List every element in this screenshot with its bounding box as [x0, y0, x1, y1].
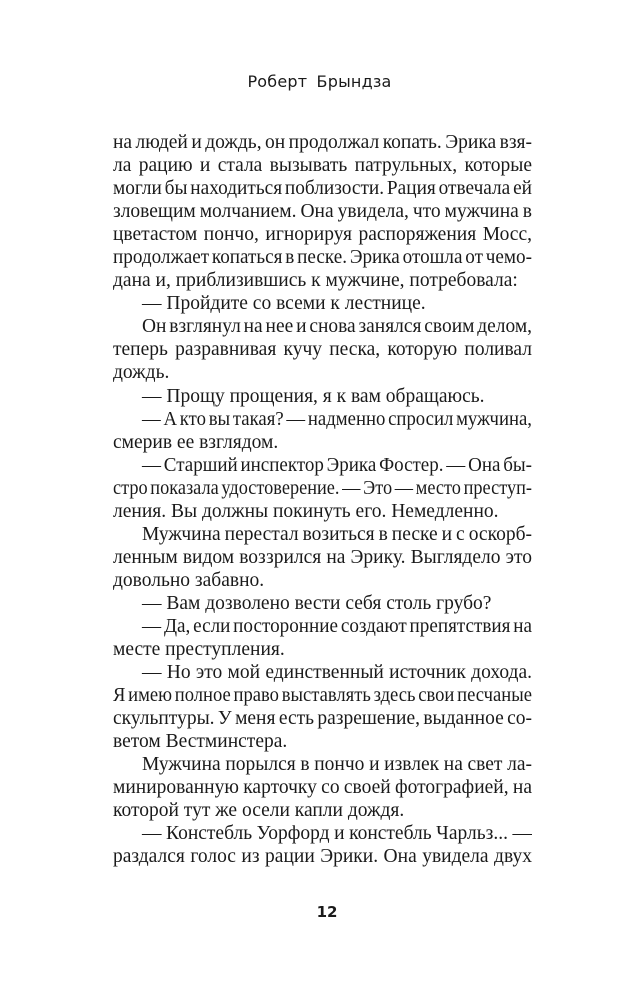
text-line-content: — Пройдите со всеми к лестнице.	[142, 293, 426, 315]
text-line	[113, 799, 532, 822]
text-line	[113, 477, 532, 500]
text-line-content: дана и, приблизившись к мужчине, потребовала:	[113, 270, 518, 292]
text-line	[113, 615, 532, 638]
text-line	[113, 638, 532, 661]
text-line	[113, 845, 532, 868]
text-line-content: Мужчина перестал возиться в песке и с оскорб-	[142, 523, 532, 545]
text-line	[113, 315, 532, 338]
text-line	[113, 661, 532, 684]
page-number: 12	[316, 903, 338, 921]
text-line-content: Я имею полное право выставлять здесь свои песчаные	[113, 685, 532, 707]
text-line	[113, 154, 532, 177]
text-line	[113, 361, 532, 384]
text-line-content: ветом Вестминстера.	[113, 731, 288, 753]
text-line	[113, 569, 532, 592]
text-line-content: которой тут же осели капли дождя.	[113, 800, 405, 822]
text-line	[113, 338, 532, 361]
text-line-content: Мужчина порылся в пончо и извлек на свет ла-	[142, 754, 532, 776]
text-line	[113, 131, 532, 154]
text-line-content: — Старший инспектор Эрика Фостер. — Она бы-	[142, 454, 532, 476]
text-line-content: могли бы находиться поблизости. Рация отвечала ей	[113, 178, 532, 200]
text-line-content: Он взглянул на нее и снова занялся своим делом,	[142, 316, 532, 338]
text-line-content: зловещим молчанием. Она увидела, что мужчина в	[113, 201, 532, 223]
text-line	[113, 730, 532, 753]
text-line-content: — Констебль Уорфорд и констебль Чарльз... —	[142, 823, 532, 845]
text-line-content: — Да, если посторонние создают препятствия на	[142, 615, 532, 637]
text-line-content: — Вам дозволено вести себя столь грубо?	[142, 592, 492, 614]
text-line-content: на людей и дождь, он продолжал копать. Эрика взя-	[113, 132, 532, 153]
text-line-content: смерив ее взглядом.	[113, 431, 279, 453]
text-line	[113, 684, 532, 707]
text-line-content: дождь.	[113, 362, 170, 384]
text-line	[113, 269, 532, 292]
text-line	[113, 454, 532, 477]
text-line	[113, 546, 532, 569]
text-line-content: цветастом пончо, игнорируя распоряжения Мосс,	[113, 224, 532, 246]
running-header: Роберт Брындза	[247, 72, 392, 91]
text-line	[113, 223, 532, 246]
text-line	[113, 177, 532, 200]
text-line-content: минированную карточку со своей фотографией, на	[113, 777, 532, 799]
text-line-content: довольно забавно.	[113, 569, 265, 591]
text-line	[113, 523, 532, 546]
text-line-content: ления. Вы должны покинуть его. Немедленно.	[113, 500, 499, 522]
text-line-content: ленным видом воззрился на Эрику. Выглядело это	[113, 546, 532, 568]
text-line	[113, 500, 532, 523]
text-line-content: скульптуры. У меня есть разрешение, выданное со-	[113, 708, 532, 730]
text-line	[113, 592, 532, 615]
text-line	[113, 707, 532, 730]
text-line-content: стро показала удостоверение. — Это — место преступ-	[113, 477, 532, 499]
text-line	[113, 292, 532, 315]
text-line-content: теперь разравнивая кучу песка, которую поливал	[113, 339, 532, 361]
text-line	[113, 431, 532, 454]
text-line	[113, 753, 532, 776]
text-line	[113, 408, 532, 431]
text-line-content: — Но это мой единственный источник дохода.	[142, 662, 532, 684]
text-line	[113, 200, 532, 223]
text-line-content: продолжает копаться в песке. Эрика отошла от чемо-	[113, 247, 532, 269]
text-line-content: месте преступления.	[113, 639, 285, 661]
text-line	[113, 385, 532, 408]
text-line-content: — Прощу прощения, я к вам обращаюсь.	[142, 385, 485, 407]
text-line	[113, 776, 532, 799]
text-line-content: ла рацию и стала вызывать патрульных, которые	[113, 155, 532, 177]
text-line	[113, 246, 532, 269]
body-text	[113, 131, 532, 869]
text-line	[113, 822, 532, 845]
text-line-content: — А кто вы такая? — надменно спросил мужчина,	[142, 408, 532, 430]
text-line-content: раздался голос из рации Эрики. Она увидела двух	[113, 846, 532, 868]
